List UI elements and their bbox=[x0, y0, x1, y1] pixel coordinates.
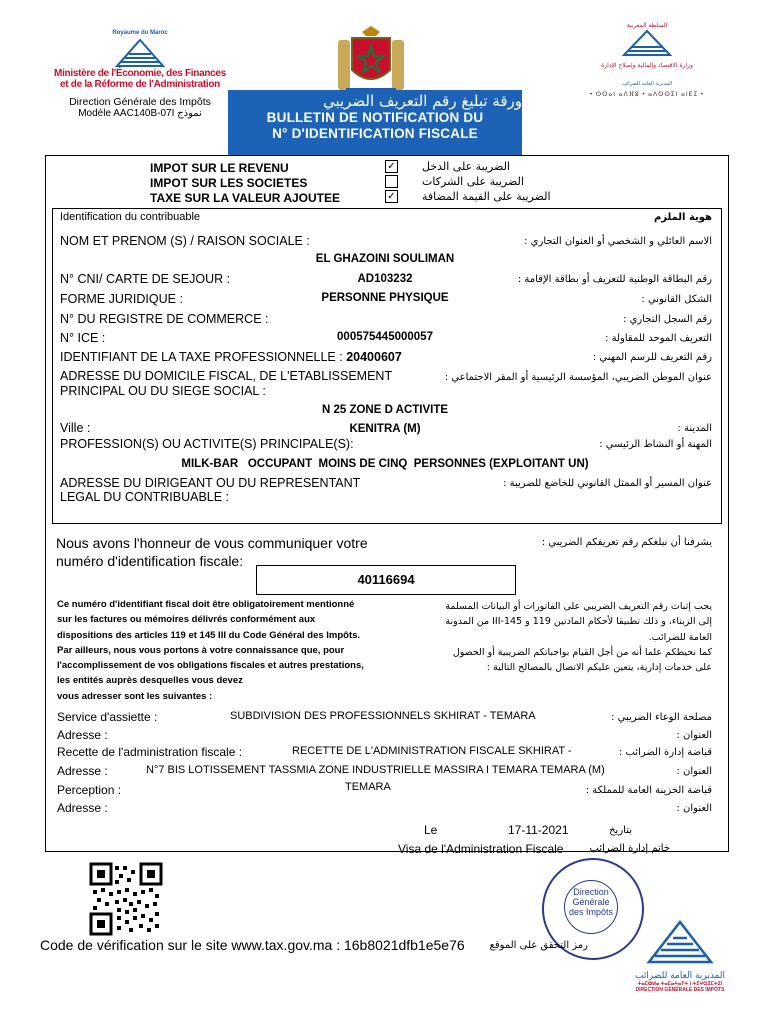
perception-address-ar: العنوان : bbox=[676, 803, 712, 814]
service-assiette-ar: مصلحة الوعاء الضريبي : bbox=[611, 712, 712, 723]
prof-value: MILK-BAR OCCUPANT MOINS DE CINQ PERSONNES (EXPLOITANT UN) bbox=[181, 458, 589, 470]
date-value: 17-11-2021 bbox=[508, 823, 569, 837]
recette-address-value: N°7 BIS LOTISSEMENT TASSMIA ZONE INDUSTRIELLE MASSIRA I TEMARA TEMARA (M) bbox=[146, 764, 605, 776]
authority-arabic: السلطة المغربية bbox=[626, 23, 668, 29]
tax-label-ar: الضريبة على القيمة المضافة bbox=[422, 190, 551, 203]
name-label: NOM ET PRENOM (S) / RAISON SOCIALE : bbox=[60, 234, 310, 248]
cni-label: N° CNI/ CARTE DE SEJOUR : bbox=[60, 272, 231, 286]
perception-address-label: Adresse : bbox=[57, 801, 108, 815]
identification-title: Identification du contribuable bbox=[60, 211, 201, 223]
paragraph-ar-line: على خدمات إدارية، يتعين عليكم الاتصال بالمصالح التالية : bbox=[486, 662, 712, 674]
ministry-name-line1: Ministère de l'Économie, des Finances bbox=[54, 68, 226, 79]
ministry-logo bbox=[105, 38, 175, 68]
ville-label: Ville : bbox=[60, 421, 91, 435]
paragraph-fr bbox=[57, 597, 397, 704]
qr-code-icon bbox=[89, 862, 163, 936]
service-address-label: Adresse : bbox=[57, 728, 108, 742]
identification-title-ar: هوية الملزم bbox=[653, 212, 712, 223]
addr-value: N 25 ZONE D ACTIVITE bbox=[321, 404, 449, 416]
prof-label-ar: المهنة أو النشاط الرئيسي : bbox=[599, 439, 712, 450]
tax-row-is bbox=[150, 174, 570, 189]
title-banner bbox=[228, 90, 522, 155]
dgi-label: Direction Générale des Impôts bbox=[69, 96, 211, 108]
verification-ar: رمز التحقق على الموقع bbox=[489, 940, 588, 951]
cni-label-ar: رقم البطاقة الوطنية للتعريف أو بطاقة الإقامة : bbox=[517, 274, 712, 285]
tax-label-fr: TAXE SUR LA VALEUR AJOUTEE bbox=[150, 191, 341, 205]
ministry-name-line2: et de la Réforme de l'Administration bbox=[60, 79, 220, 90]
forme-label-ar: الشكل القانوني : bbox=[641, 294, 712, 305]
dir-label-ar: عنوان المسير أو الممثل القانوني للخاضع للضريبة : bbox=[503, 478, 712, 489]
paragraph-fr-line: l'accomplissement de vos obligations fiscales et autres prestations, bbox=[57, 660, 364, 672]
addr-label-line1: ADRESSE DU DOMICILE FISCAL, DE L'ETABLISSEMENT bbox=[60, 369, 393, 383]
ville-label-ar: المدينة : bbox=[677, 423, 712, 434]
dgi-footer-tifinagh: ⵜⴰⵎⵀⵍⴰ ⵜⴰⵎⴰⵜⴰⵢⵜ ⵏ ⵜⵉⵖⵔⵉⵎⵜⵉⵏ bbox=[637, 981, 723, 987]
tax-label-fr: IMPOT SUR LE REVENU bbox=[150, 161, 289, 175]
date-le: Le bbox=[424, 823, 438, 837]
perception-ar: قباضة الخزينة العامة للمملكة : bbox=[585, 785, 712, 796]
service-address-ar: العنوان : bbox=[676, 730, 712, 741]
tax-label-ar: الضريبة على الدخل bbox=[422, 160, 510, 173]
tax-label-ar: الضريبة على الشركات bbox=[422, 175, 524, 188]
banner-title-line2: N° D'IDENTIFICATION FISCALE bbox=[272, 126, 478, 141]
fiscal-id-number: 40116694 bbox=[256, 565, 516, 595]
name-label-ar: الاسم العائلي و الشخصي أو العنوان التجاري : bbox=[524, 236, 712, 247]
ice-label: N° ICE : bbox=[60, 331, 106, 345]
royal-crest-icon bbox=[332, 26, 410, 98]
tp-label bbox=[60, 350, 402, 364]
cni-value: AD103232 bbox=[357, 273, 413, 285]
notice-ar: يشرفنا أن نبلغكم رقم تعريفكم الضريبي : bbox=[541, 537, 712, 548]
tp-value: 20400607 bbox=[346, 350, 402, 364]
recette-address-label: Adresse : bbox=[57, 764, 108, 778]
dgi-triangle-icon bbox=[645, 920, 715, 966]
recette-address-ar: العنوان : bbox=[676, 766, 712, 777]
rc-label-ar: رقم السجل التجاري : bbox=[623, 314, 712, 325]
paragraph-fr-line: sur les factures ou mémoires délivrés conformément aux bbox=[57, 614, 316, 626]
recette-value: RECETTE DE L'ADMINISTRATION FISCALE SKHIRAT - bbox=[292, 745, 572, 757]
dgi-footer-fr: DIRECTION GÉNÉRALE DES IMPÔTS bbox=[635, 987, 725, 993]
date-ar: بتاريخ bbox=[609, 825, 632, 836]
ministry-arabic: وزارة الاقتصاد والمالية وإصلاح الإدارة bbox=[601, 62, 693, 69]
paragraph-ar-line: كما نحيطكم علما أنه من أجل القيام بواجباتكم الضريبية أو الحصول bbox=[452, 646, 712, 658]
paragraph-ar-line: إلى الزبناء، و ذلك تطبيقا لأحكام المادتين 119 و 145-III من المدونة bbox=[445, 616, 712, 628]
addr-label bbox=[60, 369, 392, 399]
tp-label-ar: رقم التعريف للرسم المهني : bbox=[592, 352, 712, 363]
visa-ar: خاتم إدارة الضرائب bbox=[589, 843, 670, 854]
paragraph-ar bbox=[412, 599, 712, 675]
addr-label-ar: عنوان الموطن الضريبي، المؤسسة الرئيسية أو المقر الاجتماعي : bbox=[444, 372, 712, 383]
paragraph-ar-line: العامة للضرائب. bbox=[648, 631, 712, 643]
tax-row-ir bbox=[150, 159, 570, 174]
paragraph-ar-line: يجب إثبات رقم التعريف الضريبي على الفاتورات أو البيانات المسلمة bbox=[445, 601, 712, 612]
banner-title-line1: BULLETIN DE NOTIFICATION DU bbox=[266, 110, 484, 125]
header-code: • ⵙⵙⴰⵏ ⴰⴷⴼⵓ • ⴰⴷⵙⵙⵉⵏ ⴰⵏⴹⵉ • bbox=[589, 92, 705, 98]
service-assiette-value: SUBDIVISION DES PROFESSIONNELS SKHIRAT - TEMARA bbox=[230, 710, 536, 722]
notice-line1: Nous avons l'honneur de vous communiquer votre bbox=[56, 535, 368, 551]
paragraph-fr-line: Ce numéro d'identifiant fiscal doit être obligatoirement mentionné bbox=[57, 599, 355, 610]
paragraph-fr-line: les entités auprès desquelles vous devez bbox=[57, 675, 243, 687]
stamp-line: Direction bbox=[573, 887, 609, 897]
banner-title-arabic: ورقة تبليغ رقم التعريف الضريبي bbox=[322, 92, 522, 110]
dgi-footer-ar: المديرية العامة للضرائب bbox=[635, 971, 725, 981]
forme-value: PERSONNE PHYSIQUE bbox=[321, 292, 449, 304]
stamp-line: Générale bbox=[572, 897, 610, 907]
dir-label-line2: LEGAL DU CONTRIBUABLE : bbox=[60, 490, 230, 504]
notice-line2: numéro d'identification fiscale: bbox=[56, 553, 244, 569]
tax-checkbox-is[interactable] bbox=[385, 175, 398, 188]
forme-label: FORME JURIDIQUE : bbox=[60, 292, 183, 306]
ministry-header-arabic bbox=[572, 22, 722, 98]
model-label: Modèle AAC140B-07I نموذج bbox=[78, 108, 202, 119]
kingdom-label: Royaume du Maroc bbox=[112, 30, 168, 36]
tax-checkbox-ir[interactable]: ✓ bbox=[385, 160, 398, 173]
perception-label: Perception : bbox=[57, 783, 122, 797]
perception-value: TEMARA bbox=[345, 781, 391, 793]
ice-label-ar: التعريف الموحد للمقاولة : bbox=[605, 333, 712, 344]
stamp-center bbox=[564, 880, 618, 934]
rc-label: N° DU REGISTRE DE COMMERCE : bbox=[60, 312, 269, 326]
tax-types bbox=[150, 159, 570, 204]
name-value: EL GHAZOINI SOULIMAN bbox=[315, 253, 455, 265]
tp-label-text: IDENTIFIANT DE LA TAXE PROFESSIONNELLE : bbox=[60, 350, 343, 364]
paragraph-fr-line: vous adresser sont les suivantes : bbox=[57, 690, 213, 702]
paragraph-fr-line: Par ailleurs, nous vous portons à votre connaissance que, pour bbox=[57, 644, 345, 656]
tax-row-tva bbox=[150, 189, 570, 204]
ministry-header bbox=[40, 30, 240, 119]
ministry-logo-right bbox=[572, 29, 722, 62]
tax-label-fr: IMPOT SUR LES SOCIETES bbox=[150, 176, 308, 190]
dir-label-line1: ADRESSE DU DIRIGEANT OU DU REPRESENTANT bbox=[60, 476, 361, 490]
dgi-footer-logo bbox=[625, 920, 735, 1020]
visa-label: Visa de l'Administration Fiscale bbox=[398, 842, 564, 856]
service-assiette-label: Service d'assiette : bbox=[57, 710, 158, 724]
ice-value: 000575445000057 bbox=[337, 331, 433, 343]
recette-label: Recette de l'administration fiscale : bbox=[57, 745, 243, 759]
addr-label-line2: PRINCIPAL OU DU SIEGE SOCIAL : bbox=[60, 384, 266, 398]
tax-checkbox-tva[interactable]: ✓ bbox=[385, 190, 398, 203]
ville-value: KENITRA (M) bbox=[349, 423, 421, 435]
dgi-arabic: المديرية العامة للضرائب bbox=[622, 81, 672, 87]
paragraph-fr-line: dispositions des articles 119 et 145 III du Code Général des Impôts. bbox=[57, 629, 361, 641]
recette-ar: قباضة إدارة الضرائب : bbox=[618, 747, 712, 758]
stamp-line: des Impôts bbox=[568, 907, 614, 917]
prof-label: PROFESSION(S) OU ACTIVITE(S) PRINCIPALE(S): bbox=[60, 437, 354, 451]
verification-code: Code de vérification sur le site www.tax.gov.ma : 16b8021dfb1e5e76 bbox=[40, 937, 465, 953]
dir-label bbox=[60, 476, 360, 504]
